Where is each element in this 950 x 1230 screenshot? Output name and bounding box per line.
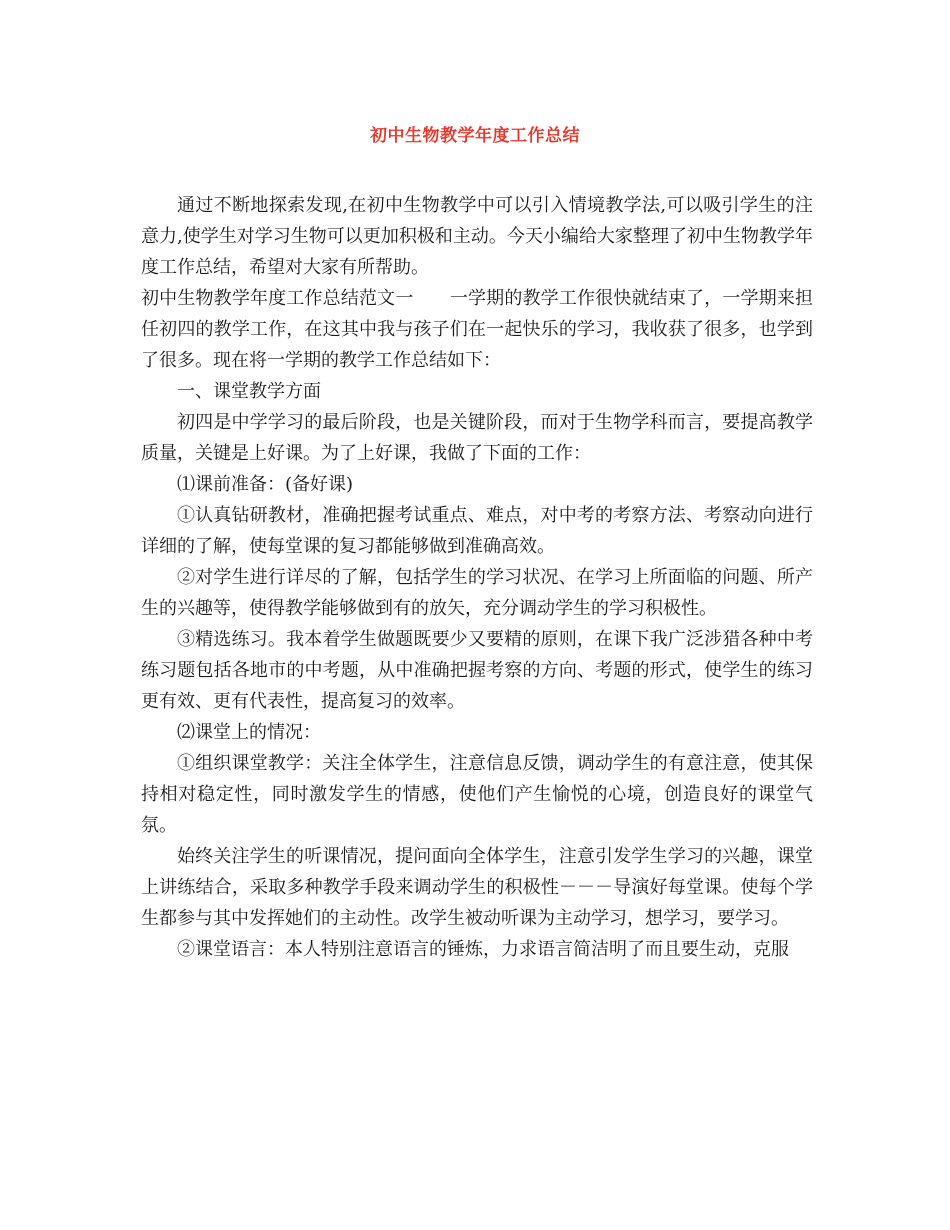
paragraph: 始终关注学生的听课情况，提问面向全体学生，注意引发学生学习的兴趣，课堂上讲练结合，采取多种教学手段来调动学生的积极性－－－导演好每堂课。使每个学生都参与其中发挥她们的主动性。改学生被动听课为主动学习，想学习，要学习。	[141, 846, 813, 929]
subheading-preparation: ⑴课前准备：(备好课)	[177, 474, 354, 495]
section-heading-classroom: 一、课堂教学方面	[177, 381, 321, 402]
paragraph: ②对学生进行详尽的了解，包括学生的学习状况、在学习上所面临的问题、所产生的兴趣等，使得教学能够做到有的放矢，充分调动学生的学习积极性。	[141, 567, 813, 619]
document-title: 初中生物教学年度工作总结	[370, 126, 580, 146]
subheading-in-class: ⑵课堂上的情况：	[177, 722, 321, 743]
paragraph: 初四是中学学习的最后阶段，也是关键阶段，而对于生物学科而言，要提高教学质量，关键是上好课。为了上好课，我做了下面的工作：	[141, 412, 813, 464]
document-body	[141, 190, 813, 965]
paragraph: ②课堂语言：本人特别注意语言的锤炼，力求语言简洁明了而且要生动，克服	[177, 939, 789, 960]
paragraph: ①认真钻研教材，准确把握考试重点、难点，对中考的考察方法、考察动向进行详细的了解，使每堂课的复习都能够做到准确高效。	[141, 505, 813, 557]
paragraph-intro: 通过不断地探索发现,在初中生物教学中可以引入情境教学法,可以吸引学生的注意力,使学生对学习生物可以更加积极和主动。今天小编给大家整理了初中生物教学年度工作总结，希望对大家有所帮助。	[141, 195, 813, 278]
paragraph: ③精选练习。我本着学生做题既要少又要精的原则，在课下我广泛涉猎各种中考练习题包括各地市的中考题，从中准确把握考察的方向、考题的形式，使学生的练习更有效、更有代表性，提高复习的效率。	[141, 629, 813, 712]
paragraph-sample-one: 初中生物教学年度工作总结范文一 一学期的教学工作很快就结束了，一学期来担任初四的教学工作，在这其中我与孩子们在一起快乐的学习，我收获了很多，也学到了很多。现在将一学期的教学工作总结如下：	[141, 288, 813, 371]
paragraph: ①组织课堂教学：关注全体学生，注意信息反馈，调动学生的有意注意，使其保持相对稳定性，同时激发学生的情感，使他们产生愉悦的心境，创造良好的课堂气氛。	[141, 753, 813, 836]
